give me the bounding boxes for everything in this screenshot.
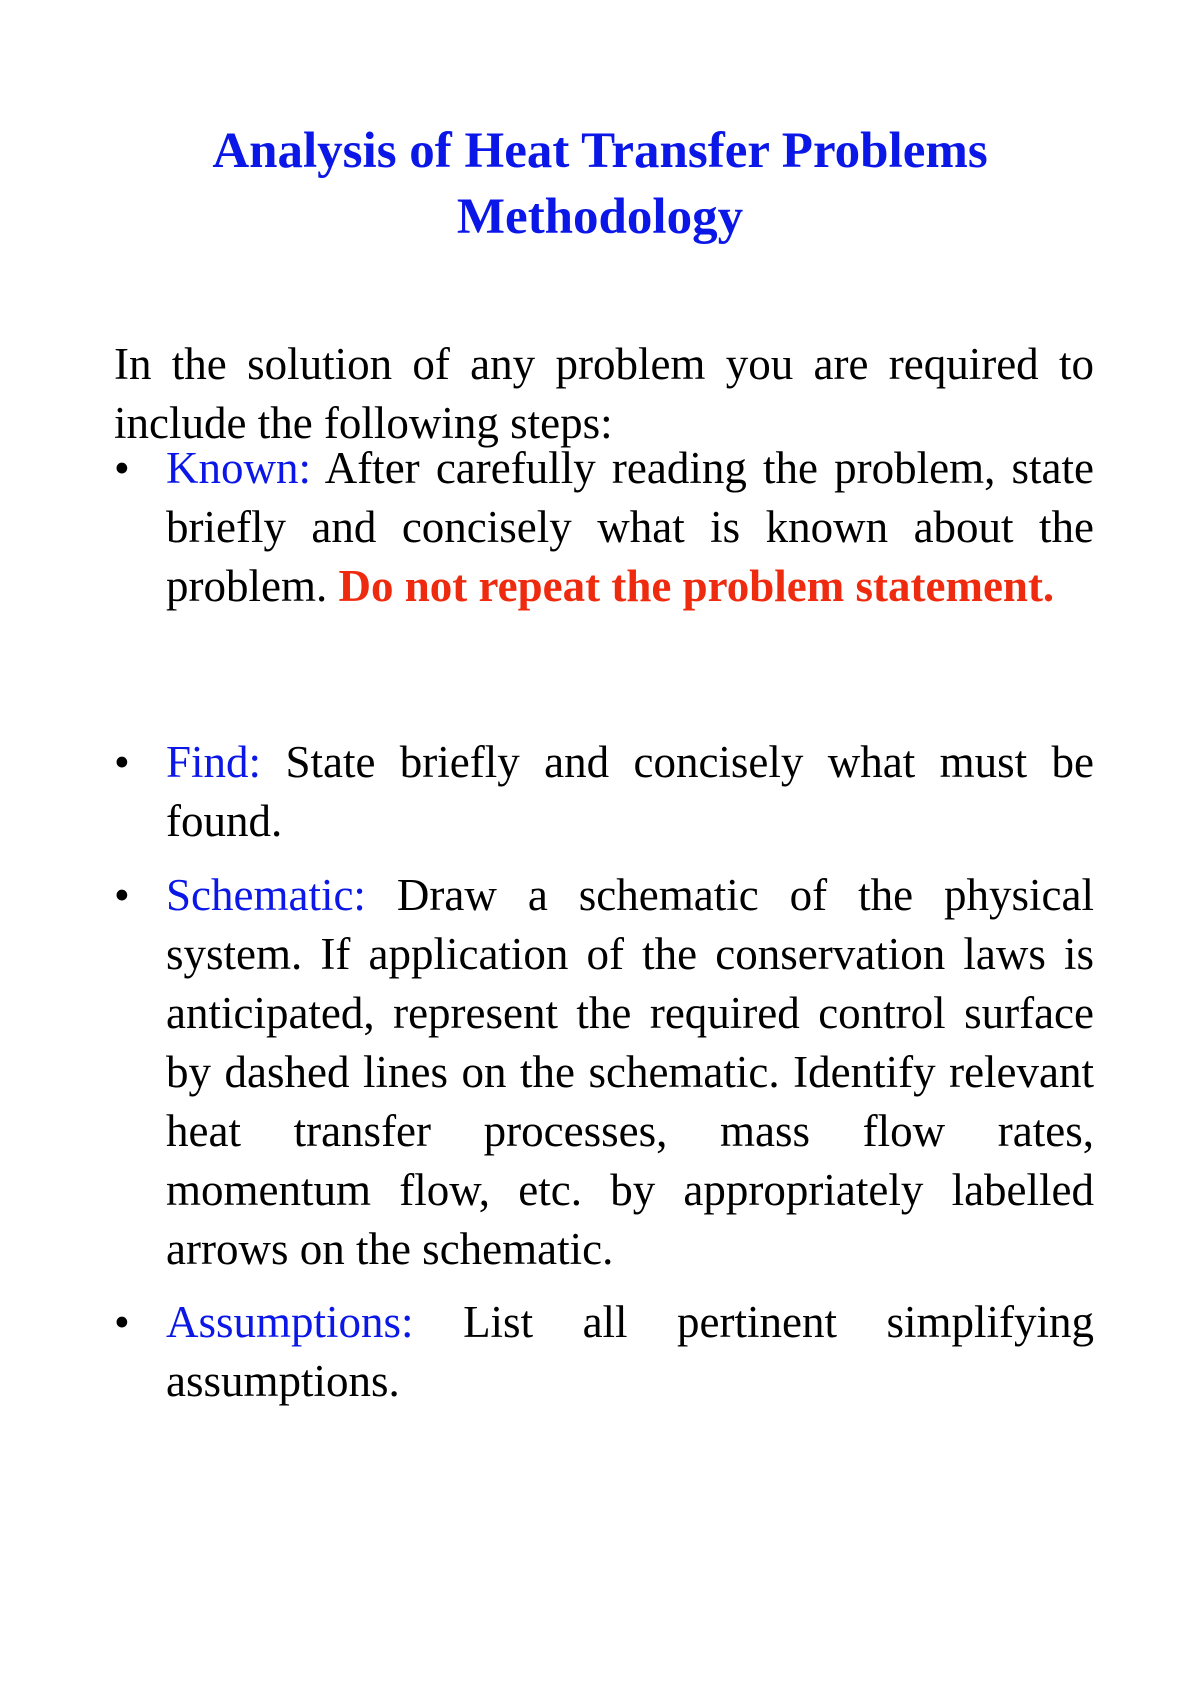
bullet-icon: • (114, 737, 130, 787)
step-schematic-body: Draw a schematic of the physical system. If application of the conservation laws is anticipated, represent the required control surface by dashed lines on the schematic. Identify relevant heat transfer processes, mass flow rates, momentum flow, etc. by appropriately labelled arrows on the schematic. (166, 870, 1095, 1274)
step-find-body: State briefly and concisely what must be found. (166, 737, 1095, 846)
page-title (0, 118, 1200, 250)
title-line-1: Analysis of Heat Transfer Problems (212, 123, 988, 179)
title-line-2: Methodology (456, 189, 744, 245)
step-schematic-text (166, 866, 1094, 1279)
step-assumptions-body: List all pertinent simplifying assumptions. (166, 1297, 1095, 1406)
step-schematic-label: Schematic: (166, 870, 366, 920)
step-assumptions-label: Assumptions: (166, 1297, 414, 1347)
bullet-icon: • (114, 870, 130, 920)
bullet-icon: • (114, 443, 130, 493)
bullet-icon: • (114, 1297, 130, 1347)
intro-paragraph: In the solution of any problem you are required to include the following steps: (114, 339, 1094, 448)
step-known-text (166, 439, 1094, 616)
step-find-label: Find: (166, 737, 262, 787)
step-assumptions-text (166, 1293, 1094, 1411)
step-find-text (166, 733, 1094, 851)
step-known-label: Known: (166, 443, 311, 493)
step-known-warning: Do not repeat the problem statement. (338, 561, 1055, 611)
step-known-body: After carefully reading the problem, state briefly and concisely what is known about the problem. (166, 443, 1094, 611)
